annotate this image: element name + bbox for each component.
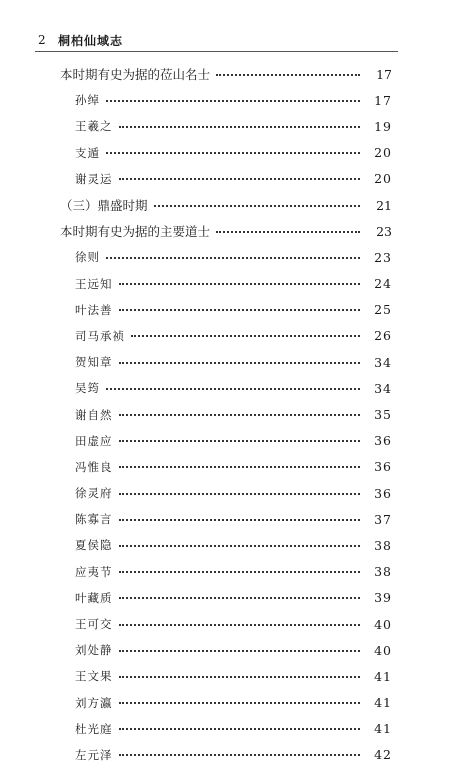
toc-entry-page: 38 bbox=[374, 537, 392, 553]
toc-leader-dots bbox=[119, 126, 361, 128]
toc-entry-page: 21 bbox=[376, 197, 392, 213]
toc-entry[interactable] bbox=[0, 140, 392, 166]
toc-entry-label: 吴筠 bbox=[75, 381, 100, 396]
header-rule bbox=[35, 51, 398, 52]
toc-entry[interactable] bbox=[0, 716, 392, 742]
toc-entry-label: 叶藏质 bbox=[75, 590, 113, 605]
toc-leader-dots bbox=[119, 362, 361, 364]
toc-entry[interactable] bbox=[0, 663, 392, 689]
toc-leader-dots bbox=[119, 597, 361, 599]
toc-entry-label: 左元泽 bbox=[75, 747, 113, 762]
toc-leader-dots bbox=[119, 676, 361, 678]
toc-entry-page: 40 bbox=[374, 616, 392, 632]
toc-entry-page: 17 bbox=[374, 92, 392, 108]
toc-leader-dots bbox=[154, 205, 360, 207]
toc-leader-dots bbox=[119, 650, 361, 652]
toc-entry-label: 刘处静 bbox=[75, 643, 113, 658]
toc-entry-label: 陈寡言 bbox=[75, 512, 113, 527]
toc-entry-page: 26 bbox=[374, 328, 392, 344]
toc-leader-dots bbox=[119, 440, 361, 442]
toc-entry[interactable] bbox=[0, 192, 392, 218]
toc-entry[interactable] bbox=[0, 166, 392, 192]
toc-entry-page: 34 bbox=[374, 354, 392, 370]
toc-leader-dots bbox=[119, 414, 361, 416]
toc-leader-dots bbox=[106, 100, 360, 102]
toc-entry[interactable] bbox=[0, 506, 392, 532]
toc-entry-page: 36 bbox=[374, 485, 392, 501]
toc-entry-label: 刘方瀛 bbox=[75, 695, 113, 710]
toc-entry-page: 20 bbox=[374, 145, 392, 161]
toc-leader-dots bbox=[106, 257, 360, 259]
toc-entry[interactable] bbox=[0, 559, 392, 585]
toc-leader-dots bbox=[106, 152, 360, 154]
toc-entry-label: 王羲之 bbox=[75, 119, 113, 134]
toc-entry[interactable] bbox=[0, 637, 392, 663]
toc-entry[interactable] bbox=[0, 375, 392, 401]
toc-entry[interactable] bbox=[0, 87, 392, 113]
toc-entry[interactable] bbox=[0, 323, 392, 349]
toc-entry-label: 冯惟良 bbox=[75, 459, 113, 474]
toc-entry-page: 41 bbox=[374, 695, 392, 711]
toc-entry-page: 39 bbox=[374, 590, 392, 606]
toc-leader-dots bbox=[119, 493, 361, 495]
toc-entry-label: 支遁 bbox=[75, 145, 100, 160]
toc-entry[interactable] bbox=[0, 61, 392, 87]
toc-entry-label: 贺知章 bbox=[75, 355, 113, 370]
toc-entry[interactable] bbox=[0, 244, 392, 270]
toc-entry-label: 杜光庭 bbox=[75, 721, 113, 736]
table-of-contents bbox=[0, 61, 450, 768]
toc-entry-page: 35 bbox=[374, 407, 392, 423]
toc-entry-label: 王可交 bbox=[75, 617, 113, 632]
toc-entry-page: 41 bbox=[374, 721, 392, 737]
toc-entry-page: 25 bbox=[374, 302, 392, 318]
toc-entry[interactable] bbox=[0, 611, 392, 637]
toc-entry-page: 38 bbox=[374, 564, 392, 580]
page-header bbox=[38, 30, 400, 50]
toc-entry-page: 23 bbox=[376, 223, 392, 239]
toc-entry[interactable] bbox=[0, 113, 392, 139]
toc-entry-page: 19 bbox=[374, 118, 392, 134]
toc-entry-page: 41 bbox=[374, 668, 392, 684]
toc-entry-page: 34 bbox=[374, 380, 392, 396]
toc-leader-dots bbox=[119, 624, 361, 626]
toc-entry[interactable] bbox=[0, 271, 392, 297]
toc-entry-label: 谢灵运 bbox=[75, 171, 113, 186]
toc-entry[interactable] bbox=[0, 454, 392, 480]
toc-entry[interactable] bbox=[0, 297, 392, 323]
toc-entry-page: 37 bbox=[374, 511, 392, 527]
toc-leader-dots bbox=[119, 466, 361, 468]
toc-leader-dots bbox=[131, 335, 360, 337]
toc-entry-page: 24 bbox=[374, 276, 392, 292]
toc-entry-page: 40 bbox=[374, 642, 392, 658]
toc-leader-dots bbox=[119, 178, 361, 180]
toc-entry-label: 田虚应 bbox=[75, 433, 113, 448]
toc-leader-dots bbox=[119, 283, 361, 285]
toc-entry[interactable] bbox=[0, 585, 392, 611]
toc-entry-label: 应夷节 bbox=[75, 564, 113, 579]
toc-entry-label: （三）鼎盛时期 bbox=[60, 198, 148, 214]
toc-leader-dots bbox=[119, 571, 361, 573]
toc-entry-label: 王文果 bbox=[75, 669, 113, 684]
toc-entry-label: 孙绰 bbox=[75, 93, 100, 108]
toc-entry-page: 17 bbox=[376, 66, 392, 82]
toc-entry[interactable] bbox=[0, 532, 392, 558]
toc-entry-page: 36 bbox=[374, 433, 392, 449]
toc-leader-dots bbox=[119, 545, 361, 547]
toc-entry-page: 23 bbox=[374, 249, 392, 265]
toc-entry-label: 本时期有史为据的主要道士 bbox=[60, 224, 211, 240]
toc-entry-page: 36 bbox=[374, 459, 392, 475]
toc-entry[interactable] bbox=[0, 742, 392, 768]
book-title: 桐柏仙域志 bbox=[58, 33, 124, 48]
toc-leader-dots bbox=[216, 231, 360, 233]
toc-leader-dots bbox=[119, 754, 361, 756]
toc-leader-dots bbox=[119, 519, 361, 521]
toc-entry[interactable] bbox=[0, 480, 392, 506]
toc-entry-page: 20 bbox=[374, 171, 392, 187]
toc-entry[interactable] bbox=[0, 428, 392, 454]
toc-leader-dots bbox=[119, 702, 361, 704]
toc-leader-dots bbox=[106, 388, 360, 390]
toc-leader-dots bbox=[216, 74, 360, 76]
toc-entry-label: 司马承祯 bbox=[75, 328, 125, 343]
toc-entry-label: 叶法善 bbox=[75, 302, 113, 317]
toc-entry[interactable] bbox=[0, 349, 392, 375]
toc-leader-dots bbox=[119, 728, 361, 730]
toc-entry[interactable] bbox=[0, 401, 392, 427]
toc-entry-page: 42 bbox=[374, 747, 392, 763]
page-number: 2 bbox=[38, 33, 46, 47]
toc-entry-label: 夏侯隐 bbox=[75, 538, 113, 553]
toc-entry-label: 徐灵府 bbox=[75, 486, 113, 501]
toc-entry-label: 本时期有史为据的莅山名士 bbox=[60, 67, 211, 83]
toc-entry-label: 谢自然 bbox=[75, 407, 113, 422]
toc-entry[interactable] bbox=[0, 690, 392, 716]
toc-entry-label: 徐则 bbox=[75, 250, 100, 265]
toc-leader-dots bbox=[119, 309, 361, 311]
toc-entry[interactable] bbox=[0, 218, 392, 244]
toc-entry-label: 王远知 bbox=[75, 276, 113, 291]
